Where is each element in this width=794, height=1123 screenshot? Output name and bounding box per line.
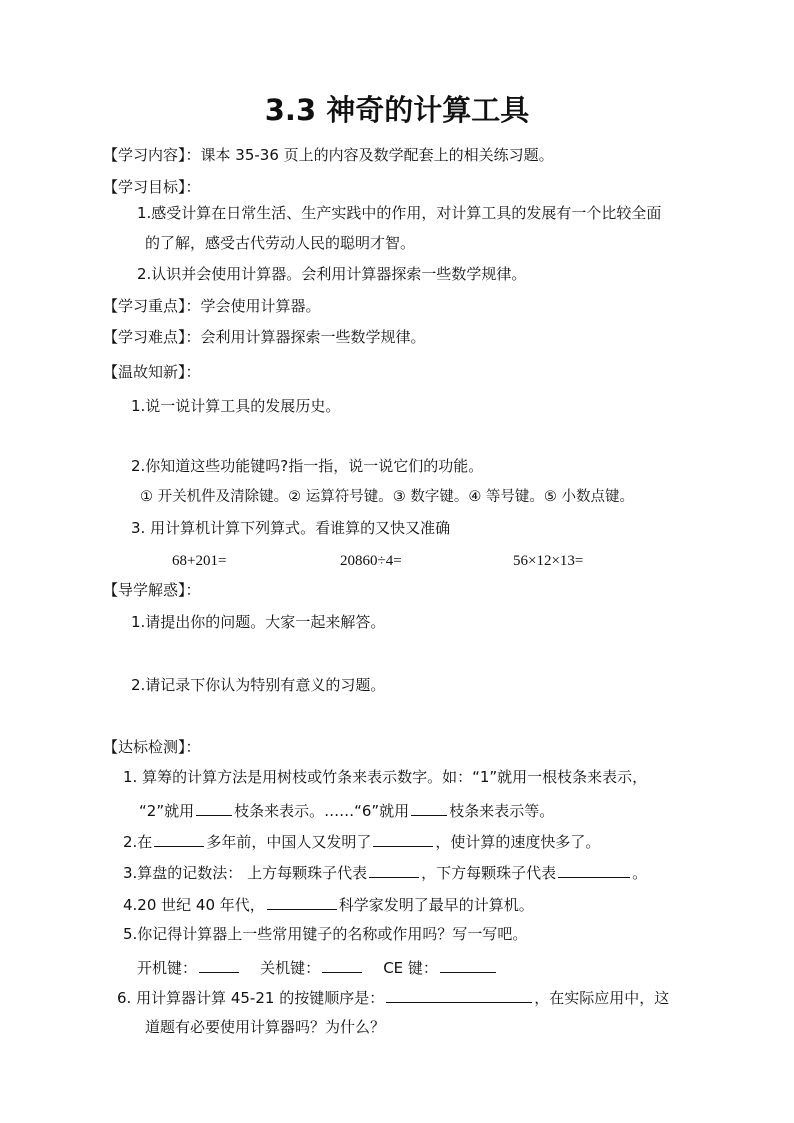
test-q1-seg-c: 枝条来表示等。: [449, 802, 555, 820]
review-expr-2: 20860÷4=: [340, 553, 402, 569]
focus-row: [103, 296, 321, 316]
answer-blank[interactable]: [373, 830, 433, 847]
test-q4-seg-b: 科学家发明了最早的计算机。: [338, 896, 534, 914]
test-q2-seg-a: 2.在: [123, 833, 153, 851]
answer-blank[interactable]: [154, 830, 204, 847]
answer-blank[interactable]: [369, 861, 419, 878]
guide-q2: 2.请记录下你认为特别有意义的习题。: [131, 676, 386, 694]
answer-blank[interactable]: [322, 956, 362, 973]
answer-blank[interactable]: [386, 986, 532, 1003]
answer-blank[interactable]: [199, 956, 239, 973]
test-q5-keys: [137, 956, 498, 978]
review-label: 【温故知新】：: [103, 363, 201, 381]
test-q4: [123, 893, 534, 915]
answer-blank[interactable]: [558, 861, 630, 878]
review-q2: 2.你知道这些功能键吗?指一指，说一说它们的功能。: [131, 457, 484, 475]
test-q3-seg-b: ，下方每颗珠子代表: [421, 864, 557, 882]
difficulty-row: [103, 327, 426, 347]
test-q2-seg-b: 多年前，中国人又发明了: [206, 833, 372, 851]
objectives-label: 【学习目标】：: [103, 178, 201, 196]
test-q5: 5.你记得计算器上一些常用键子的名称或作用吗？写一写吧。: [123, 925, 528, 943]
content-text: 课本 35-36 页上的内容及数学配套上的相关练习题。: [200, 146, 554, 164]
review-q2-keys: ① 开关机件及清除键。② 运算符号键。③ 数字键。④ 等号键。⑤ 小数点键。: [140, 489, 635, 505]
test-q3-seg-a: 3.算盘的记数法： 上方每颗珠子代表: [123, 864, 368, 882]
objective-1-line-2: 的了解，感受古代劳动人民的聪明才智。: [145, 234, 416, 252]
answer-blank[interactable]: [440, 956, 496, 973]
content-row: [103, 145, 554, 165]
test-label: 【达标检测】：: [103, 738, 201, 756]
page-title: 3.3 神奇的计算工具: [264, 93, 530, 127]
test-q6-line-2: 道题有必要使用计算器吗？为什么？: [145, 1018, 386, 1036]
review-expr-3: 56×12×13=: [513, 553, 584, 569]
test-q5-ce-label: CE 键：: [383, 959, 438, 977]
focus-text: 学会使用计算器。: [200, 297, 321, 315]
test-q4-seg-a: 4.20 世纪 40 年代，: [123, 896, 265, 914]
review-q3: 3. 用计算机计算下列算式。看谁算的又快又准确: [131, 519, 451, 537]
answer-blank[interactable]: [196, 799, 232, 816]
test-q5-off-label: 关机键：: [260, 959, 321, 977]
answer-blank[interactable]: [411, 799, 447, 816]
test-q1-seg-a: “2”就用: [139, 802, 195, 820]
difficulty-label: 【学习难点】：: [103, 328, 201, 346]
content-label: 【学习内容】：: [103, 146, 201, 164]
review-q1: 1.说一说计算工具的发展历史。: [131, 397, 341, 415]
review-expr-1: 68+201=: [172, 553, 227, 569]
objective-1-line-1: 1.感受计算在日常生活、生产实践中的作用，对计算工具的发展有一个比较全面: [137, 204, 662, 222]
test-q2: [123, 830, 600, 852]
test-q6-seg-a: 6. 用计算器计算 45-21 的按键顺序是：: [117, 989, 385, 1007]
guide-q1: 1.请提出你的问题。大家一起来解答。: [131, 613, 386, 631]
objective-2: 2.认识并会使用计算器。会利用计算器探索一些数学规律。: [137, 265, 527, 283]
test-q3-seg-c: 。: [632, 864, 648, 882]
test-q2-seg-c: ，使计算的速度快多了。: [435, 833, 601, 851]
test-q1-line-2: [139, 799, 554, 821]
answer-blank[interactable]: [267, 893, 337, 910]
guide-label: 【导学解惑】：: [103, 581, 201, 599]
test-q3: [123, 861, 647, 883]
test-q1-seg-b: 枝条来表示。……“6”就用: [234, 802, 410, 820]
test-q6-seg-b: ，在实际应用中，这: [534, 989, 670, 1007]
test-q6-line-1: [117, 986, 669, 1008]
focus-label: 【学习重点】：: [103, 297, 201, 315]
difficulty-text: 会利用计算器探索一些数学规律。: [200, 328, 426, 346]
test-q1-line-1: 1. 算筹的计算方法是用树枝或竹条来表示数字。如：“1”就用一根枝条来表示，: [123, 768, 648, 786]
test-q5-on-label: 开机键：: [137, 959, 198, 977]
